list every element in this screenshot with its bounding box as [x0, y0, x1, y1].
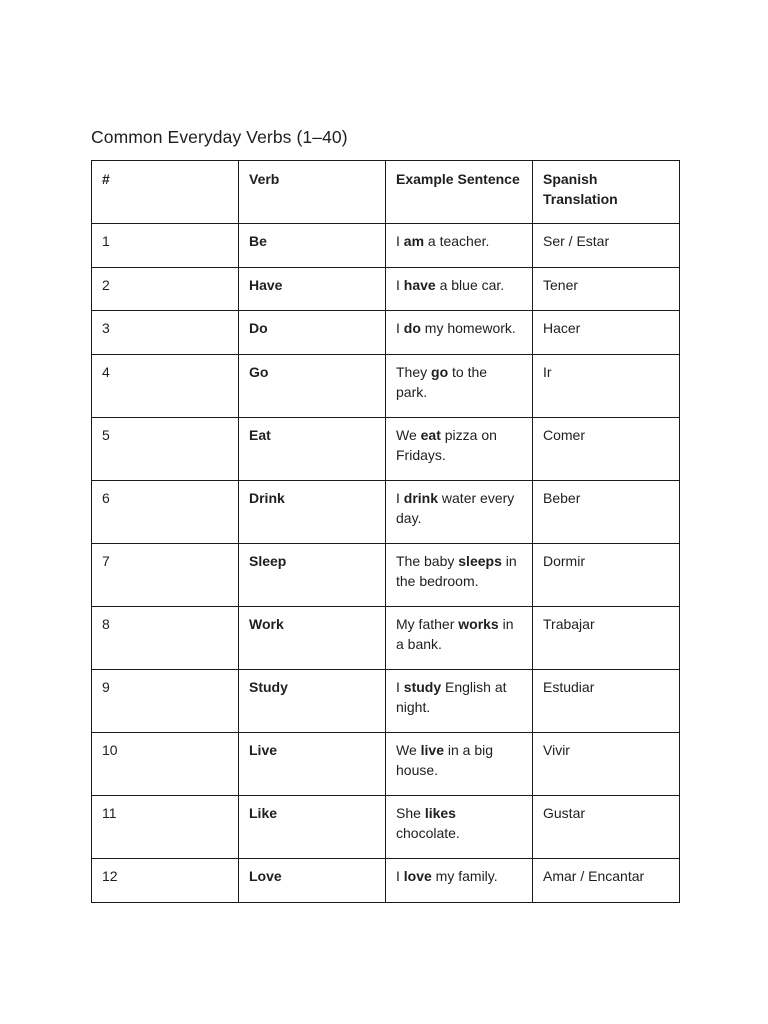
- cell-number: 9: [92, 670, 239, 733]
- cell-verb: Like: [239, 796, 386, 859]
- cell-example-sentence: [386, 733, 533, 796]
- cell-spanish-translation: Ser / Estar: [533, 224, 680, 268]
- cell-number: 1: [92, 224, 239, 268]
- cell-spanish-translation: Dormir: [533, 544, 680, 607]
- cell-spanish-translation: Vivir: [533, 733, 680, 796]
- table-row: [92, 796, 680, 859]
- cell-spanish-translation: Hacer: [533, 311, 680, 355]
- cell-verb: Study: [239, 670, 386, 733]
- cell-verb: Drink: [239, 481, 386, 544]
- example-text: a blue car.: [435, 277, 505, 293]
- table-row: [92, 544, 680, 607]
- example-verb-highlight: live: [420, 742, 444, 758]
- header-verb: Verb: [239, 161, 386, 224]
- header-spanish-translation: Spanish Translation: [533, 161, 680, 224]
- example-verb-highlight: works: [458, 616, 499, 632]
- example-verb-highlight: am: [403, 233, 425, 249]
- example-text: pizza on Fridays.: [396, 427, 497, 463]
- example-text: in a big house.: [396, 742, 494, 778]
- table-row: [92, 670, 680, 733]
- example-text: in a bank.: [396, 616, 514, 652]
- example-text: a teacher.: [424, 233, 490, 249]
- table-row: [92, 607, 680, 670]
- cell-spanish-translation: Ir: [533, 355, 680, 418]
- cell-example-sentence: [386, 355, 533, 418]
- example-verb-highlight: go: [431, 364, 449, 380]
- example-text: to the park.: [396, 364, 488, 400]
- example-text: She: [396, 805, 425, 821]
- example-text: my homework.: [420, 320, 516, 336]
- cell-spanish-translation: Gustar: [533, 796, 680, 859]
- cell-example-sentence: [386, 796, 533, 859]
- table-body: [92, 224, 680, 903]
- cell-number: 7: [92, 544, 239, 607]
- example-verb-highlight: do: [403, 320, 421, 336]
- cell-verb: Be: [239, 224, 386, 268]
- cell-example-sentence: [386, 224, 533, 268]
- cell-number: 12: [92, 859, 239, 903]
- cell-example-sentence: [386, 607, 533, 670]
- cell-spanish-translation: Beber: [533, 481, 680, 544]
- cell-number: 3: [92, 311, 239, 355]
- example-text: in the bedroom.: [396, 553, 517, 589]
- example-text: We: [396, 742, 421, 758]
- cell-verb: Do: [239, 311, 386, 355]
- example-text: My father: [396, 616, 459, 632]
- cell-spanish-translation: Amar / Encantar: [533, 859, 680, 903]
- example-text: I: [396, 233, 404, 249]
- example-text: water every day.: [396, 490, 515, 526]
- cell-verb: Eat: [239, 418, 386, 481]
- cell-number: 5: [92, 418, 239, 481]
- cell-example-sentence: [386, 418, 533, 481]
- table-row: [92, 224, 680, 268]
- cell-number: 8: [92, 607, 239, 670]
- header-example-sentence: Example Sentence: [386, 161, 533, 224]
- example-verb-highlight: sleeps: [458, 553, 502, 569]
- example-text: I: [396, 679, 404, 695]
- example-verb-highlight: likes: [424, 805, 456, 821]
- document-title: Common Everyday Verbs (1–40): [91, 127, 348, 147]
- example-verb-highlight: love: [403, 868, 432, 884]
- cell-example-sentence: [386, 268, 533, 311]
- example-verb-highlight: study: [403, 679, 442, 695]
- table-row: [92, 859, 680, 903]
- example-text: my family.: [431, 868, 498, 884]
- example-text: We: [396, 427, 421, 443]
- header-row: [92, 161, 680, 224]
- example-text: I: [396, 320, 404, 336]
- cell-number: 2: [92, 268, 239, 311]
- example-text: I: [396, 490, 404, 506]
- cell-example-sentence: [386, 311, 533, 355]
- cell-verb: Love: [239, 859, 386, 903]
- table-row: [92, 481, 680, 544]
- verbs-table: [91, 160, 680, 903]
- example-text: English at night.: [396, 679, 507, 715]
- cell-verb: Live: [239, 733, 386, 796]
- table-row: [92, 268, 680, 311]
- example-text: The baby: [396, 553, 459, 569]
- example-text: I: [396, 277, 404, 293]
- cell-example-sentence: [386, 859, 533, 903]
- header-number: #: [92, 161, 239, 224]
- example-text: chocolate.: [396, 825, 460, 841]
- table-row: [92, 355, 680, 418]
- example-text: They: [396, 364, 432, 380]
- example-verb-highlight: have: [403, 277, 436, 293]
- cell-number: 4: [92, 355, 239, 418]
- cell-number: 11: [92, 796, 239, 859]
- cell-spanish-translation: Comer: [533, 418, 680, 481]
- cell-example-sentence: [386, 670, 533, 733]
- cell-example-sentence: [386, 544, 533, 607]
- cell-number: 10: [92, 733, 239, 796]
- cell-verb: Work: [239, 607, 386, 670]
- cell-verb: Sleep: [239, 544, 386, 607]
- table-row: [92, 311, 680, 355]
- example-text: I: [396, 868, 404, 884]
- table-row: [92, 418, 680, 481]
- cell-example-sentence: [386, 481, 533, 544]
- cell-number: 6: [92, 481, 239, 544]
- cell-verb: Have: [239, 268, 386, 311]
- cell-spanish-translation: Trabajar: [533, 607, 680, 670]
- example-verb-highlight: drink: [403, 490, 439, 506]
- cell-spanish-translation: Tener: [533, 268, 680, 311]
- table-header: [92, 161, 680, 224]
- cell-spanish-translation: Estudiar: [533, 670, 680, 733]
- cell-verb: Go: [239, 355, 386, 418]
- example-verb-highlight: eat: [420, 427, 441, 443]
- table-row: [92, 733, 680, 796]
